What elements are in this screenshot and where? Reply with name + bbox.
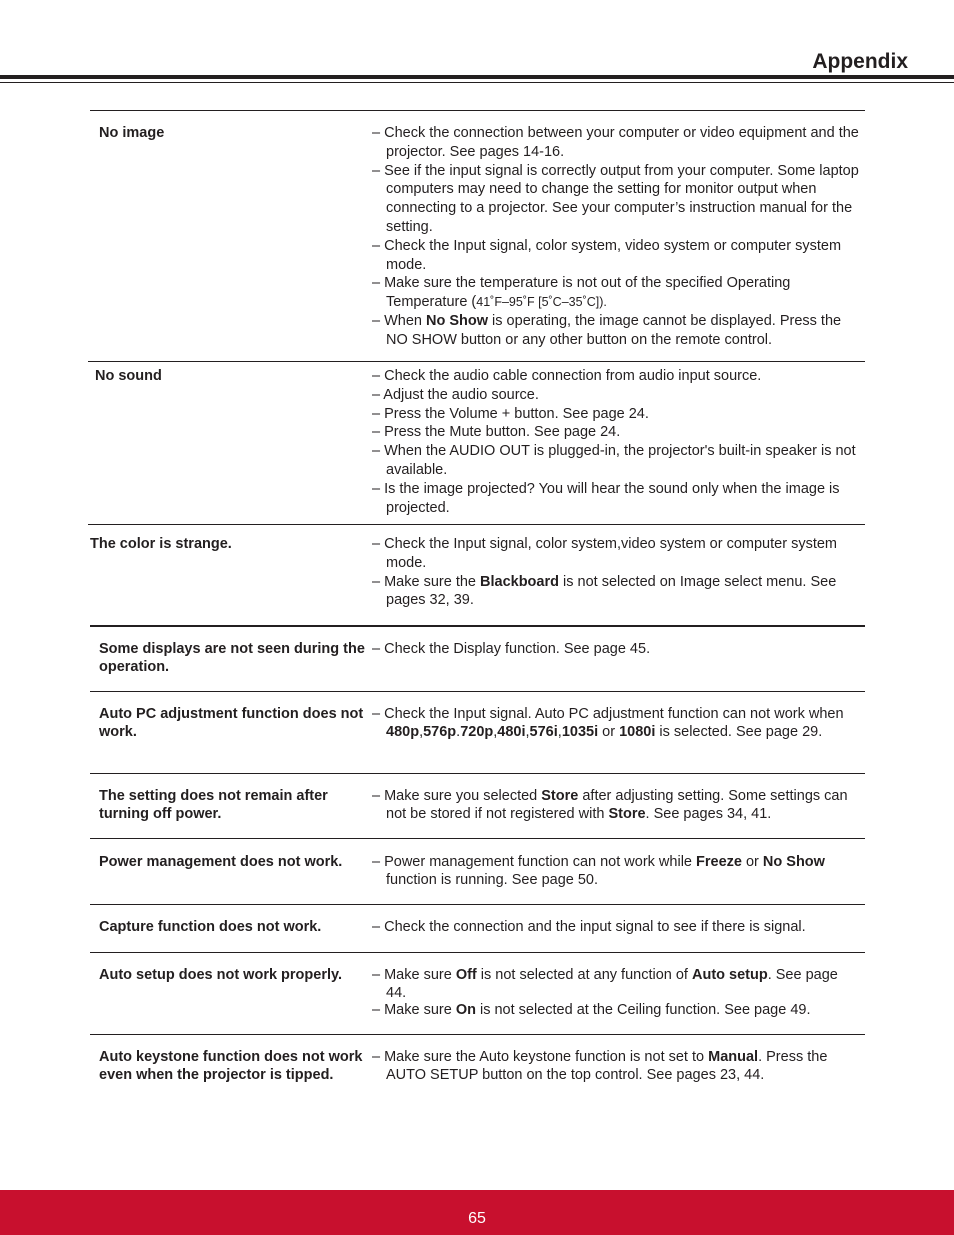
- solution-list: [372, 1049, 862, 1084]
- problem-label: Auto keystone function does not work even when the projector is tipped.: [99, 1049, 363, 1083]
- solution-item: – Make sure the Blackboard is not selected on Image select menu. See pages 32, 39.: [372, 573, 837, 609]
- solution-item: – Make sure On is not selected at the Ceiling function. See page 49.: [372, 1002, 811, 1018]
- solution-item: – See if the input signal is correctly output from your computer. Some laptop computers may need to change the setting for monitor output when connecting to a projector. See your computer’s instruction manual for the setting.: [372, 162, 859, 235]
- solution-list: [372, 967, 862, 1020]
- problem-label: No sound: [95, 368, 162, 384]
- solution-item: – Check the Display function. See page 45.: [372, 641, 651, 657]
- row-divider: [88, 524, 865, 525]
- problem-label: No image: [99, 125, 165, 141]
- header-rule: [0, 75, 954, 79]
- row-divider: [90, 952, 865, 953]
- row-divider: [90, 691, 865, 692]
- solution-item: – Power management function can not work while Freeze or No Show function is running. See page 50.: [372, 854, 825, 888]
- solution-item: – Make sure Off is not selected at any function of Auto setup. See page 44.: [372, 967, 838, 1001]
- solution-list: [372, 919, 862, 937]
- row-divider: [90, 625, 865, 627]
- page-number: 65: [468, 1210, 486, 1227]
- problem-label: Some displays are not seen during the operation.: [99, 641, 365, 675]
- solution-item: – Press the Volume + button. See page 24.: [372, 405, 649, 422]
- solution-item: – When No Show is operating, the image cannot be displayed. Press the NO SHOW button or any other button on the remote control.: [372, 312, 842, 348]
- row-divider: [90, 110, 865, 111]
- solution-list: [372, 124, 862, 350]
- solution-list: [372, 367, 862, 517]
- solution-item: – Make sure the temperature is not out of the specified Operating Temperature (41˚F–95˚F [5˚C–35˚C]).: [372, 275, 791, 311]
- problem-label: Power management does not work.: [99, 854, 343, 870]
- row-divider: [90, 1034, 865, 1035]
- problem-label: The color is strange.: [90, 536, 232, 552]
- solution-item: – Make sure the Auto keystone function is not set to Manual. Press the AUTO SETUP button on the top control. See pages 23, 44.: [372, 1049, 828, 1083]
- solution-list: [372, 535, 862, 610]
- solution-list: [372, 641, 862, 659]
- solution-list: [372, 788, 862, 823]
- solution-item: – Check the Input signal, color system,video system or computer system mode.: [372, 536, 837, 571]
- row-divider: [90, 904, 865, 905]
- solution-list: [372, 706, 862, 741]
- solution-item: – Is the image projected? You will hear the sound only when the image is projected.: [372, 480, 840, 516]
- page-title: Appendix: [812, 50, 908, 73]
- problem-label: Auto PC adjustment function does not work.: [99, 706, 364, 740]
- solution-item: – Check the connection between your computer or video equipment and the projector. See pages 14-16.: [372, 125, 859, 160]
- solution-item: – Check the audio cable connection from audio input source.: [372, 368, 762, 384]
- row-divider: [90, 838, 865, 839]
- solution-list: [372, 854, 862, 889]
- problem-label: Auto setup does not work properly.: [99, 967, 343, 983]
- solution-item: – Check the connection and the input signal to see if there is signal.: [372, 919, 806, 935]
- solution-item: – Check the Input signal, color system, video system or computer system mode.: [372, 237, 842, 273]
- row-divider: [88, 361, 865, 362]
- solution-item: – Press the Mute button. See page 24.: [372, 424, 621, 441]
- row-divider: [90, 773, 865, 774]
- solution-item: – Check the Input signal. Auto PC adjustment function can not work when 480p,576p.720p,480i,576i,1035i or 1080i is selected. See page 29.: [372, 706, 844, 740]
- header-rule-thin: [0, 82, 954, 83]
- problem-label: Capture function does not work.: [99, 919, 322, 935]
- solution-item: – Make sure you selected Store after adjusting setting. Some settings can not be stored if not registered with Store. See pages 34, 41.: [372, 788, 848, 822]
- solution-item: – When the AUDIO OUT is plugged-in, the projector's built-in speaker is not available.: [372, 443, 856, 478]
- problem-label: The setting does not remain after turning off power.: [99, 788, 328, 822]
- solution-item: – Adjust the audio source.: [372, 386, 539, 403]
